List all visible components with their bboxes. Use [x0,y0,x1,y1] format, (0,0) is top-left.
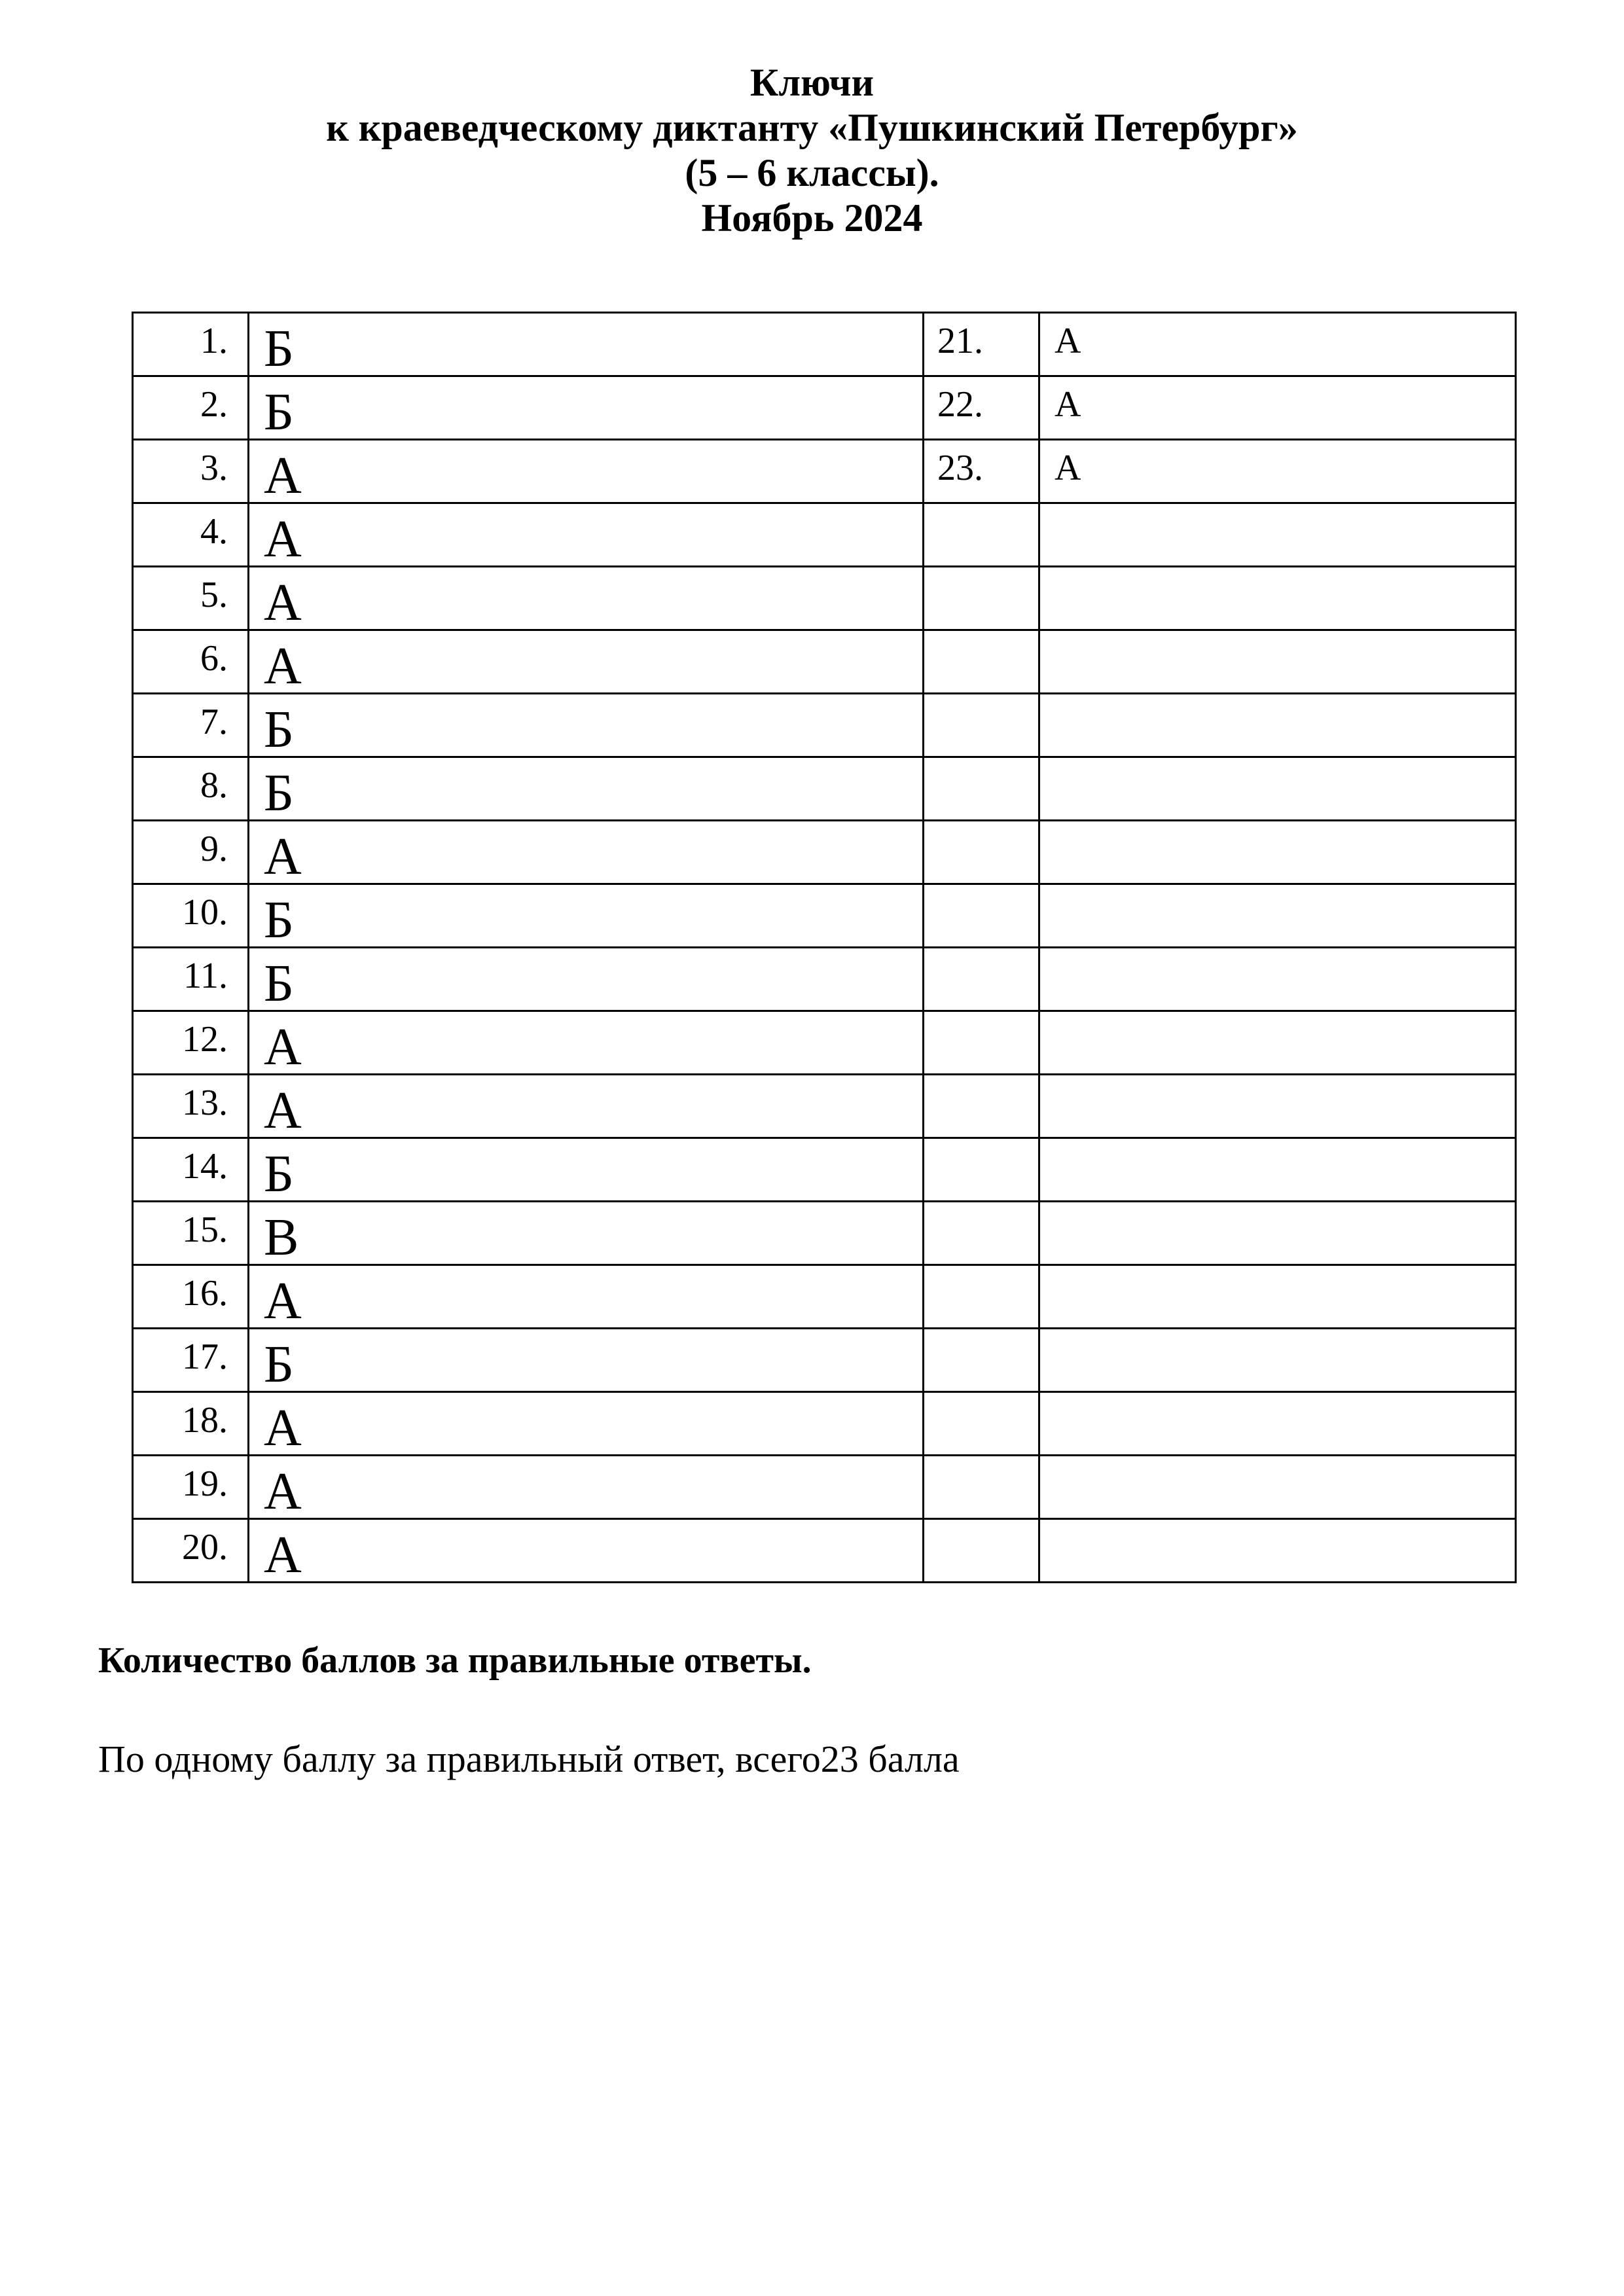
table-row [133,1392,1516,1456]
question-number: 20. [133,1519,249,1583]
scoring-text: По одному баллу за правильный ответ, всего23 балла [98,1738,960,1780]
answer-cell: А [249,440,924,503]
table-row [133,884,1516,948]
answer-cell: А [249,1075,924,1138]
question-number: 10. [133,884,249,948]
question-number: 21. [924,313,1039,376]
question-number: 7. [133,694,249,757]
answer-cell: Б [249,757,924,821]
answer-cell: А [249,503,924,567]
question-number [924,1138,1039,1202]
answer-cell [1039,567,1516,630]
question-number [924,757,1039,821]
answer-cell: Б [249,1329,924,1392]
question-number: 13. [133,1075,249,1138]
question-number: 23. [924,440,1039,503]
answer-cell: Б [249,376,924,440]
question-number [924,1392,1039,1456]
header-grades: (5 – 6 классы). [685,151,939,194]
question-number [924,1202,1039,1265]
question-number: 19. [133,1456,249,1519]
answer-cell: А [249,1456,924,1519]
question-number [924,1075,1039,1138]
table-row [133,503,1516,567]
table-row [133,694,1516,757]
answer-cell [1039,1265,1516,1329]
answer-cell: А [1039,440,1516,503]
header-subtitle: к краеведческому диктанту «Пушкинский Петербург» [326,106,1298,149]
answer-cell: А [249,1011,924,1075]
table-row [133,757,1516,821]
answer-cell [1039,1519,1516,1583]
header-title: Ключи [749,61,875,104]
question-number: 3. [133,440,249,503]
answer-cell [1039,884,1516,948]
question-number: 18. [133,1392,249,1456]
question-number: 9. [133,821,249,884]
question-number: 14. [133,1138,249,1202]
answer-cell: Б [249,313,924,376]
table-row [133,376,1516,440]
table-row [133,1519,1516,1583]
table-row [133,948,1516,1011]
table-row [133,630,1516,694]
question-number [924,948,1039,1011]
answer-cell [1039,1138,1516,1202]
answer-cell [1039,1202,1516,1265]
question-number [924,884,1039,948]
answer-cell: А [249,1519,924,1583]
question-number: 4. [133,503,249,567]
table-row [133,1329,1516,1392]
answer-cell [1039,1392,1516,1456]
question-number [924,630,1039,694]
document-header [0,60,1624,241]
answer-cell: А [249,1392,924,1456]
table-row [133,567,1516,630]
question-number: 17. [133,1329,249,1392]
question-number [924,694,1039,757]
table-row [133,1011,1516,1075]
answer-cell [1039,948,1516,1011]
question-number: 11. [133,948,249,1011]
answer-cell [1039,1329,1516,1392]
question-number: 2. [133,376,249,440]
table-row [133,1075,1516,1138]
question-number [924,1265,1039,1329]
scoring-title: Количество баллов за правильные ответы. [98,1640,812,1681]
question-number [924,1519,1039,1583]
question-number: 12. [133,1011,249,1075]
question-number [924,567,1039,630]
question-number [924,821,1039,884]
table-row [133,1138,1516,1202]
answer-cell [1039,503,1516,567]
table-row [133,821,1516,884]
answer-cell: А [249,567,924,630]
answer-cell [1039,757,1516,821]
answer-cell: А [249,630,924,694]
answer-cell: А [1039,376,1516,440]
question-number: 16. [133,1265,249,1329]
answer-cell: Б [249,694,924,757]
answer-cell: Б [249,948,924,1011]
table-row [133,313,1516,376]
question-number: 1. [133,313,249,376]
table-row [133,1265,1516,1329]
answer-cell [1039,1011,1516,1075]
answer-cell [1039,694,1516,757]
table-row [133,1456,1516,1519]
answer-cell [1039,630,1516,694]
answer-cell: Б [249,884,924,948]
answer-cell: Б [249,1138,924,1202]
question-number [924,1456,1039,1519]
question-number: 22. [924,376,1039,440]
question-number: 8. [133,757,249,821]
question-number [924,1329,1039,1392]
answer-cell: А [1039,313,1516,376]
answer-cell [1039,1456,1516,1519]
answer-cell [1039,821,1516,884]
answer-cell [1039,1075,1516,1138]
table-row [133,1202,1516,1265]
question-number: 6. [133,630,249,694]
header-date: Ноябрь 2024 [701,196,923,240]
question-number [924,1011,1039,1075]
question-number [924,503,1039,567]
answer-cell: В [249,1202,924,1265]
table-row [133,440,1516,503]
answer-cell: А [249,1265,924,1329]
question-number: 5. [133,567,249,630]
question-number: 15. [133,1202,249,1265]
answer-key-body [133,313,1516,1583]
answer-cell: А [249,821,924,884]
answer-key-table [132,312,1517,1583]
